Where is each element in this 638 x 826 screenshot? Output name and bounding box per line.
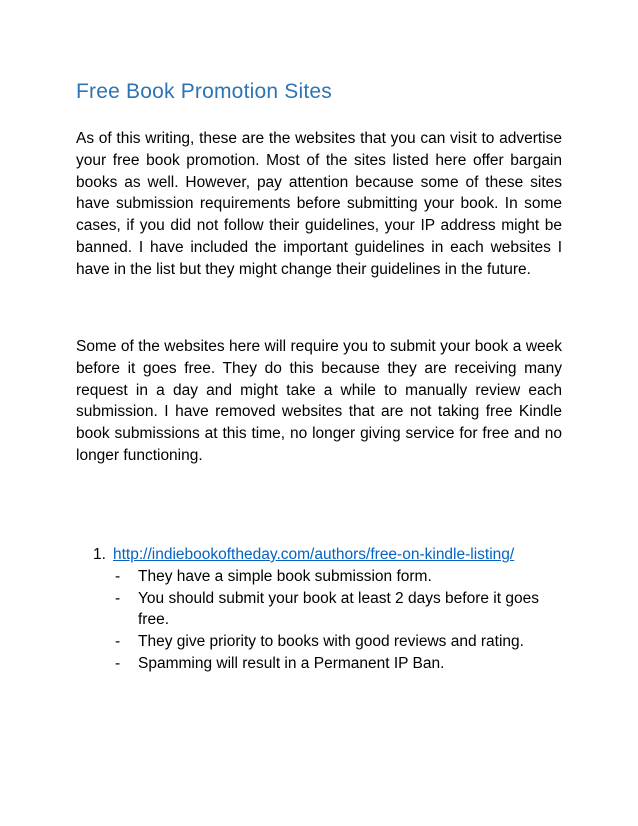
guideline-item xyxy=(113,653,563,675)
promotion-site-list xyxy=(93,544,563,675)
dash-bullet: - xyxy=(115,567,121,585)
guideline-text: You should submit your book at least 2 days before it goes free. xyxy=(138,589,539,629)
list-item-number: 1. xyxy=(93,546,106,563)
guideline-text: Spamming will result in a Permanent IP Ban. xyxy=(138,654,445,672)
site-link[interactable]: http://indiebookoftheday.com/authors/free-on-kindle-listing/ xyxy=(113,546,515,563)
paragraph-submission-notes: Some of the websites here will require you to submit your book a week before it goes free. They do this because they are receiving many request in a day and might take a while to manually review each submission. I have removed websites that are not taking free Kindle book submissions at this time, no longer giving service for free and no longer functioning. xyxy=(76,338,562,464)
guideline-item xyxy=(113,566,563,588)
guideline-item xyxy=(113,631,563,653)
guideline-item xyxy=(113,588,563,632)
guideline-list xyxy=(113,566,563,675)
page-title: Free Book Promotion Sites xyxy=(76,80,332,103)
dash-bullet: - xyxy=(115,633,121,651)
guideline-text: They have a simple book submission form. xyxy=(138,567,432,585)
paragraph-intro: As of this writing, these are the websites that you can visit to advertise your free book promotion. Most of the sites listed here offer bargain books as well. However, pay attention because some of these sites have submission requirements before submitting your book. In some cases, if you did not follow their guidelines, your IP address might be banned. I have included the important guidelines in each websites I have in the list but they might change their guidelines in the future. xyxy=(76,130,562,278)
guideline-text: They give priority to books with good reviews and rating. xyxy=(138,633,524,651)
list-item xyxy=(93,544,563,675)
dash-bullet: - xyxy=(115,589,121,607)
dash-bullet: - xyxy=(115,654,121,672)
